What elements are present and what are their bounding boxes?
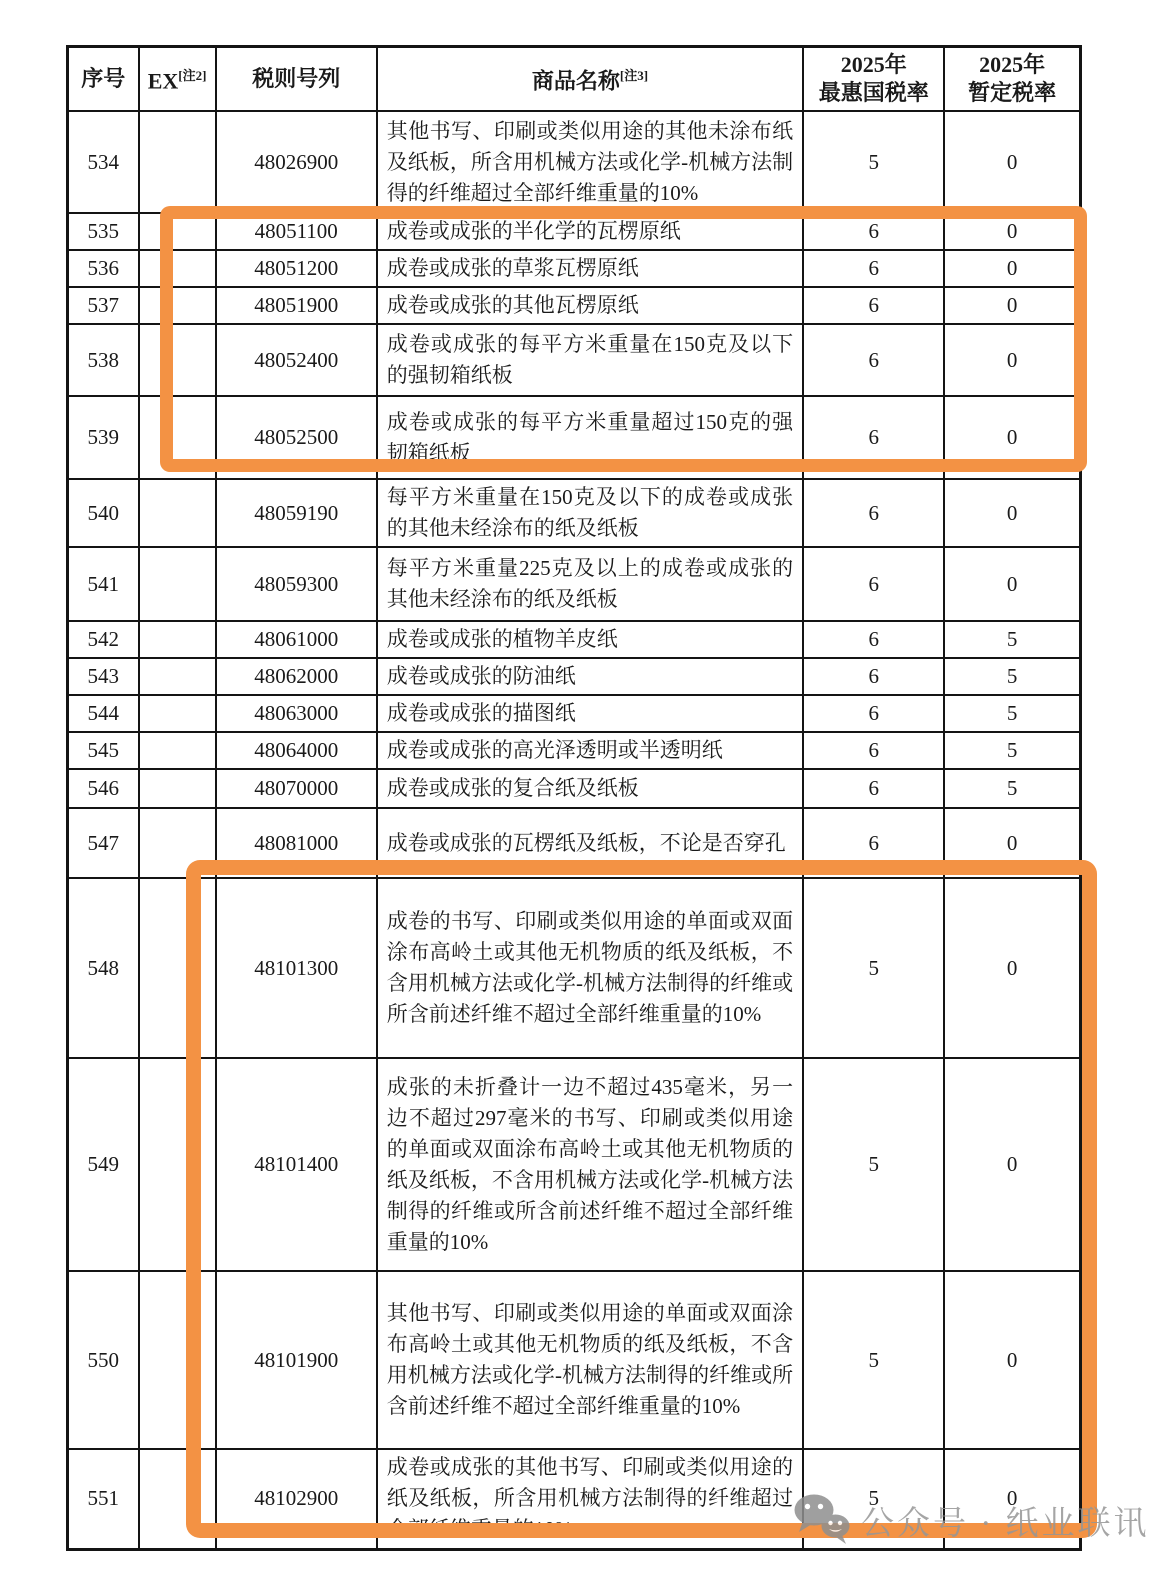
column-header-1: EX[注2] — [139, 47, 216, 112]
table-row — [68, 213, 1081, 250]
provisional-rate-cell: 0 — [944, 479, 1080, 547]
mfn-rate-cell: 6 — [803, 695, 944, 732]
tariff-code-cell: 48052500 — [216, 396, 377, 479]
serial-number-cell: 537 — [68, 287, 139, 324]
mfn-rate-cell: 6 — [803, 250, 944, 287]
table-row — [68, 878, 1081, 1058]
tariff-code-cell: 48064000 — [216, 732, 377, 769]
mfn-rate-cell: 5 — [803, 878, 944, 1058]
table-row — [68, 324, 1081, 396]
serial-number-cell: 545 — [68, 732, 139, 769]
ex-cell — [139, 396, 216, 479]
product-name-cell: 其他书写、印刷或类似用途的单面或双面涂布高岭土或其他无机物质的纸及纸板，不含用机械方法或化学-机械方法制得的纤维或所含前述纤维不超过全部纤维重量的10% — [377, 1271, 803, 1449]
mfn-rate-cell: 6 — [803, 324, 944, 396]
mfn-rate-cell: 6 — [803, 479, 944, 547]
table-row — [68, 658, 1081, 695]
provisional-rate-cell: 0 — [944, 808, 1080, 878]
serial-number-cell: 540 — [68, 479, 139, 547]
ex-cell — [139, 213, 216, 250]
provisional-rate-cell: 5 — [944, 732, 1080, 769]
ex-cell — [139, 732, 216, 769]
product-name-cell: 成卷或成张的其他瓦楞原纸 — [377, 287, 803, 324]
tariff-code-cell: 48051100 — [216, 213, 377, 250]
ex-cell — [139, 287, 216, 324]
product-name-cell: 成卷或成张的植物羊皮纸 — [377, 621, 803, 658]
ex-cell — [139, 547, 216, 621]
mfn-rate-cell: 6 — [803, 732, 944, 769]
serial-number-cell: 539 — [68, 396, 139, 479]
ex-cell — [139, 621, 216, 658]
table-row — [68, 547, 1081, 621]
mfn-rate-cell: 5 — [803, 1271, 944, 1449]
product-name-cell: 成卷或成张的其他书写、印刷或类似用途的纸及纸板，所含用机械方法制得的纤维超过全部纤维重量的10% — [377, 1449, 803, 1549]
ex-cell — [139, 695, 216, 732]
mfn-rate-cell: 6 — [803, 396, 944, 479]
column-header-3: 商品名称[注3] — [377, 47, 803, 112]
provisional-rate-cell: 0 — [944, 1271, 1080, 1449]
product-name-cell: 成卷的书写、印刷或类似用途的单面或双面涂布高岭土或其他无机物质的纸及纸板，不含用机械方法或化学-机械方法制得的纤维或所含前述纤维不超过全部纤维重量的10% — [377, 878, 803, 1058]
product-name-cell: 成卷或成张的每平方米重量在150克及以下的强韧箱纸板 — [377, 324, 803, 396]
product-name-cell: 成卷或成张的高光泽透明或半透明纸 — [377, 732, 803, 769]
table-row — [68, 621, 1081, 658]
serial-number-cell: 551 — [68, 1449, 139, 1549]
ex-cell — [139, 250, 216, 287]
serial-number-cell: 549 — [68, 1058, 139, 1271]
tariff-code-cell: 48026900 — [216, 111, 377, 213]
wechat-icon — [793, 1494, 851, 1546]
tariff-code-cell: 48063000 — [216, 695, 377, 732]
table-header — [68, 47, 1081, 112]
product-name-cell: 成卷或成张的复合纸及纸板 — [377, 769, 803, 808]
table-row — [68, 1271, 1081, 1449]
serial-number-cell: 534 — [68, 111, 139, 213]
tariff-code-cell: 48059190 — [216, 479, 377, 547]
table-row — [68, 769, 1081, 808]
provisional-rate-cell: 0 — [944, 1449, 1080, 1549]
serial-number-cell: 536 — [68, 250, 139, 287]
serial-number-cell: 535 — [68, 213, 139, 250]
ex-cell — [139, 658, 216, 695]
table-row — [68, 808, 1081, 878]
product-name-cell: 其他书写、印刷或类似用途的其他未涂布纸及纸板，所含用机械方法或化学-机械方法制得的纤维超过全部纤维重量的10% — [377, 111, 803, 213]
product-name-cell: 成张的未折叠计一边不超过435毫米，另一边不超过297毫米的书写、印刷或类似用途的单面或双面涂布高岭土或其他无机物质的纸及纸板，不含用机械方法或化学-机械方法制得的纤维或所含前述纤维不超过全部纤维重量的10% — [377, 1058, 803, 1271]
ex-cell — [139, 1271, 216, 1449]
tariff-code-cell: 48102900 — [216, 1449, 377, 1549]
table-row — [68, 695, 1081, 732]
provisional-rate-cell: 0 — [944, 111, 1080, 213]
column-header-5: 2025年 暂定税率 — [944, 47, 1080, 112]
mfn-rate-cell: 6 — [803, 808, 944, 878]
watermark-text: 公众号 · 纸业联讯 — [861, 1505, 1150, 1542]
product-name-cell: 成卷或成张的半化学的瓦楞原纸 — [377, 213, 803, 250]
product-name-cell: 每平方米重量225克及以上的成卷或成张的其他未经涂布的纸及纸板 — [377, 547, 803, 621]
mfn-rate-cell: 6 — [803, 769, 944, 808]
product-name-cell: 每平方米重量在150克及以下的成卷或成张的其他未经涂布的纸及纸板 — [377, 479, 803, 547]
serial-number-cell: 548 — [68, 878, 139, 1058]
table-row — [68, 250, 1081, 287]
mfn-rate-cell: 6 — [803, 621, 944, 658]
provisional-rate-cell: 5 — [944, 658, 1080, 695]
provisional-rate-cell: 0 — [944, 287, 1080, 324]
serial-number-cell: 547 — [68, 808, 139, 878]
provisional-rate-cell: 0 — [944, 547, 1080, 621]
provisional-rate-cell: 0 — [944, 878, 1080, 1058]
tariff-code-cell: 48101300 — [216, 878, 377, 1058]
tariff-code-cell: 48070000 — [216, 769, 377, 808]
tariff-table — [66, 45, 1082, 1551]
provisional-rate-cell: 0 — [944, 324, 1080, 396]
serial-number-cell: 544 — [68, 695, 139, 732]
provisional-rate-cell: 5 — [944, 769, 1080, 808]
product-name-cell: 成卷或成张的瓦楞纸及纸板，不论是否穿孔 — [377, 808, 803, 878]
tariff-code-cell: 48101400 — [216, 1058, 377, 1271]
ex-cell — [139, 878, 216, 1058]
provisional-rate-cell: 0 — [944, 396, 1080, 479]
tariff-code-cell: 48062000 — [216, 658, 377, 695]
table-row — [68, 111, 1081, 213]
tariff-code-cell: 48061000 — [216, 621, 377, 658]
product-name-cell: 成卷或成张的草浆瓦楞原纸 — [377, 250, 803, 287]
serial-number-cell: 546 — [68, 769, 139, 808]
serial-number-cell: 550 — [68, 1271, 139, 1449]
serial-number-cell: 538 — [68, 324, 139, 396]
table-row — [68, 732, 1081, 769]
header-row — [68, 47, 1081, 112]
tariff-code-cell: 48051900 — [216, 287, 377, 324]
ex-cell — [139, 111, 216, 213]
table-row — [68, 479, 1081, 547]
mfn-rate-cell: 5 — [803, 1449, 944, 1549]
table-row — [68, 396, 1081, 479]
ex-cell — [139, 1058, 216, 1271]
tariff-code-cell: 48059300 — [216, 547, 377, 621]
table-body — [68, 111, 1081, 1549]
ex-cell — [139, 1449, 216, 1549]
provisional-rate-cell: 5 — [944, 695, 1080, 732]
mfn-rate-cell: 6 — [803, 547, 944, 621]
ex-cell — [139, 324, 216, 396]
provisional-rate-cell: 5 — [944, 621, 1080, 658]
provisional-rate-cell: 0 — [944, 213, 1080, 250]
tariff-code-cell: 48081000 — [216, 808, 377, 878]
ex-cell — [139, 769, 216, 808]
mfn-rate-cell: 5 — [803, 1058, 944, 1271]
mfn-rate-cell: 6 — [803, 658, 944, 695]
tariff-code-cell: 48101900 — [216, 1271, 377, 1449]
serial-number-cell: 543 — [68, 658, 139, 695]
tariff-code-cell: 48051200 — [216, 250, 377, 287]
mfn-rate-cell: 5 — [803, 111, 944, 213]
ex-cell — [139, 808, 216, 878]
provisional-rate-cell: 0 — [944, 1058, 1080, 1271]
column-header-2: 税则号列 — [216, 47, 377, 112]
mfn-rate-cell: 6 — [803, 287, 944, 324]
column-header-0: 序号 — [68, 47, 139, 112]
provisional-rate-cell: 0 — [944, 250, 1080, 287]
product-name-cell: 成卷或成张的每平方米重量超过150克的强韧箱纸板 — [377, 396, 803, 479]
product-name-cell: 成卷或成张的防油纸 — [377, 658, 803, 695]
serial-number-cell: 541 — [68, 547, 139, 621]
column-header-4: 2025年 最惠国税率 — [803, 47, 944, 112]
mfn-rate-cell: 6 — [803, 213, 944, 250]
product-name-cell: 成卷或成张的描图纸 — [377, 695, 803, 732]
ex-cell — [139, 479, 216, 547]
tariff-code-cell: 48052400 — [216, 324, 377, 396]
serial-number-cell: 542 — [68, 621, 139, 658]
table-row — [68, 287, 1081, 324]
table-row — [68, 1058, 1081, 1271]
watermark — [793, 1494, 1150, 1546]
